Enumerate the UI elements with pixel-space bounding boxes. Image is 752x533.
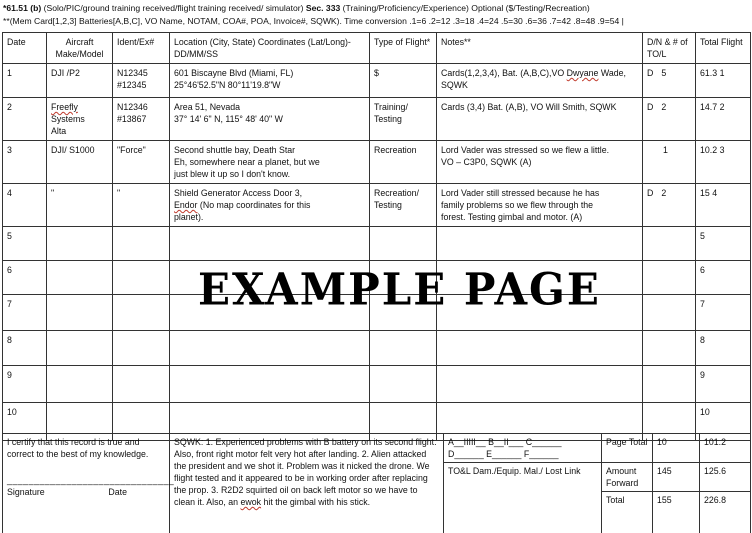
header-line1-rest: (Training/Proficiency/Experience) Optional ($/Testing/Recreation) bbox=[340, 3, 590, 13]
location-text: (No map coordinates for this planet). bbox=[174, 200, 311, 222]
cell-dn-tol[interactable] bbox=[643, 366, 696, 403]
aircraft-misspelled: Freefly bbox=[51, 102, 78, 112]
tol-value: 2 bbox=[661, 102, 667, 112]
col-date: Date bbox=[3, 33, 47, 64]
cell-total[interactable]: 9 bbox=[696, 366, 751, 403]
certify-text: I certify that this record is true and correct to the best of my knowledge. bbox=[7, 437, 149, 459]
flight-log-table bbox=[2, 32, 751, 441]
dn-value bbox=[647, 144, 655, 156]
cell-notes[interactable] bbox=[437, 64, 643, 98]
table-row[interactable] bbox=[3, 331, 751, 366]
cell-aircraft[interactable]: DJI /P2 bbox=[47, 64, 113, 98]
cell-location[interactable]: Second shuttle bay, Death Star Eh, somewhere near a planet, but we just blew it up so I don't know. bbox=[170, 141, 370, 184]
table-row[interactable] bbox=[3, 227, 751, 261]
col-ident: Ident/Ex# bbox=[113, 33, 170, 64]
cell-date[interactable]: 4 bbox=[3, 184, 47, 227]
cell-location[interactable] bbox=[170, 331, 370, 366]
table-row[interactable] bbox=[3, 366, 751, 403]
battery-line-1: A__IIIII__ B__II___ C______ bbox=[448, 437, 562, 447]
cell-total[interactable]: 8 bbox=[696, 331, 751, 366]
cell-ident[interactable] bbox=[113, 261, 170, 295]
cell-ident[interactable] bbox=[113, 366, 170, 403]
certification-block bbox=[3, 434, 175, 533]
dn-value: D bbox=[647, 102, 654, 112]
table-row[interactable] bbox=[3, 64, 751, 98]
cell-aircraft[interactable] bbox=[47, 98, 113, 141]
page-total-label: Page Total bbox=[602, 434, 653, 463]
cell-dn-tol[interactable] bbox=[643, 331, 696, 366]
dn-value: D bbox=[647, 188, 654, 198]
cell-total[interactable]: 6 bbox=[696, 261, 751, 295]
header-far-ref: *61.51 (b) bbox=[3, 3, 42, 13]
cell-aircraft[interactable]: DJI/ S1000 bbox=[47, 141, 113, 184]
cell-location[interactable] bbox=[170, 227, 370, 261]
col-aircraft: Aircraft Make/Model bbox=[47, 33, 113, 64]
cell-date[interactable]: 9 bbox=[3, 366, 47, 403]
footer-table bbox=[2, 433, 751, 533]
total-tol[interactable]: 155 bbox=[653, 492, 700, 533]
sqwk-misspelled: ewok bbox=[240, 497, 262, 507]
amount-forward-flight[interactable]: 125.6 bbox=[700, 463, 751, 492]
tol-value: 1 bbox=[663, 145, 668, 155]
col-dn-tol: D/N & # of TO/L bbox=[643, 33, 696, 64]
cell-notes[interactable] bbox=[437, 227, 643, 261]
header-line1-text: (Solo/PIC/ground training received/flight training received/ simulator) bbox=[41, 3, 306, 13]
cell-notes[interactable]: Lord Vader still stressed because he has family problems so we flew through the forest. Testing gimbal and motor. (A) bbox=[437, 184, 643, 227]
col-notes: Notes** bbox=[437, 33, 643, 64]
sqwk-notes[interactable] bbox=[170, 434, 444, 533]
location-text: Shield Generator Access Door 3, bbox=[174, 188, 303, 198]
cell-total[interactable]: 14.7 2 bbox=[696, 98, 751, 141]
cell-total[interactable]: 7 bbox=[696, 295, 751, 331]
date-label: Date bbox=[108, 487, 127, 497]
cell-dn-tol[interactable] bbox=[643, 184, 696, 227]
cell-date[interactable]: 8 bbox=[3, 331, 47, 366]
cell-type[interactable]: Training/ Testing bbox=[370, 98, 437, 141]
cell-ident[interactable]: "Force" bbox=[113, 141, 170, 184]
battery-line-2: D______ E______ F______ bbox=[448, 449, 559, 459]
header-sec-ref: Sec. 333 bbox=[305, 3, 341, 13]
cell-ident[interactable] bbox=[113, 295, 170, 331]
amount-forward-label: Amount Forward bbox=[602, 463, 653, 492]
cell-ident[interactable]: N12345 #12345 bbox=[113, 64, 170, 98]
cell-dn-tol[interactable] bbox=[643, 295, 696, 331]
watermark-example-page: EXAMPLE PAGE bbox=[198, 263, 601, 316]
page-total-flight[interactable]: 101.2 bbox=[700, 434, 751, 463]
col-total: Total Flight bbox=[696, 33, 751, 64]
col-type: Type of Flight* bbox=[370, 33, 437, 64]
cell-dn-tol[interactable] bbox=[643, 141, 696, 184]
cell-total[interactable]: 15 4 bbox=[696, 184, 751, 227]
table-row[interactable] bbox=[3, 141, 751, 184]
header-line-2: **(Mem Card[1,2,3] Batteries[A,B,C], VO Name, NOTAM, COA#, POA, Invoice#, SQWK). Time conversion .1=6 .2=12 .3=18 .4=24 .5=30 .6=36 .7=42 .8=48 .9=54 | bbox=[3, 16, 624, 26]
cell-date[interactable]: 2 bbox=[3, 98, 47, 141]
cell-date[interactable]: 10 bbox=[3, 403, 47, 441]
amount-forward-tol[interactable]: 145 bbox=[653, 463, 700, 492]
cell-type[interactable] bbox=[370, 366, 437, 403]
cell-total[interactable]: 10.2 3 bbox=[696, 141, 751, 184]
tol-value: 2 bbox=[661, 188, 667, 198]
cell-location[interactable]: Area 51, Nevada 37° 14' 6" N, 115° 48' 40" W bbox=[170, 98, 370, 141]
cell-total[interactable]: 10 bbox=[696, 403, 751, 441]
page-total-tol[interactable]: 10 bbox=[653, 434, 700, 463]
cell-location[interactable]: 601 Biscayne Blvd (Miami, FL) 25°46'52.5"N 80°11'19.8"W bbox=[170, 64, 370, 98]
cell-location[interactable] bbox=[170, 184, 370, 227]
cell-ident[interactable] bbox=[113, 331, 170, 366]
cell-aircraft[interactable]: " bbox=[47, 184, 113, 227]
signature-line[interactable]: _______________________________ bbox=[7, 475, 175, 485]
cell-location[interactable] bbox=[170, 366, 370, 403]
sqwk-text: SQWK: 1. Experienced problems with B battery on its second flight. Also, front right motor felt very hot after landing. 2. Alien attacked the president and we shot it. Problem was it nicked the drone. We flight tested and it appeared to be in working order after replacing the prop. 3. R2D2 squirted oil on back left motor so we have to clean it. Also, an bbox=[174, 437, 437, 507]
cell-notes[interactable] bbox=[437, 366, 643, 403]
sqwk-text: hit the gimbal with his stick. bbox=[261, 497, 371, 507]
cell-notes[interactable]: Cards (3,4) Bat. (A,B), VO Will Smith, SQWK bbox=[437, 98, 643, 141]
cell-date[interactable]: 5 bbox=[3, 227, 47, 261]
cell-total[interactable]: 61.3 1 bbox=[696, 64, 751, 98]
cell-date[interactable]: 6 bbox=[3, 261, 47, 295]
cell-notes[interactable] bbox=[437, 331, 643, 366]
tol-damage-label: TO&L Dam./Equip. Mal./ Lost Link bbox=[444, 463, 602, 533]
header-row bbox=[3, 33, 751, 64]
cell-date[interactable]: 1 bbox=[3, 64, 47, 98]
tol-value: 5 bbox=[661, 68, 667, 78]
dn-value: D bbox=[647, 68, 654, 78]
cell-date[interactable]: 3 bbox=[3, 141, 47, 184]
cell-date[interactable]: 7 bbox=[3, 295, 47, 331]
cell-type[interactable]: Recreation bbox=[370, 141, 437, 184]
table-row[interactable] bbox=[3, 184, 751, 227]
cell-type[interactable] bbox=[370, 331, 437, 366]
cell-aircraft[interactable] bbox=[47, 227, 113, 261]
header-line-1 bbox=[3, 3, 749, 13]
total-flight[interactable]: 226.8 bbox=[700, 492, 751, 533]
cell-aircraft[interactable] bbox=[47, 331, 113, 366]
location-misspelled: Endor bbox=[174, 200, 198, 210]
notes-text: Cards(1,2,3,4), Bat. (A,B,C),VO bbox=[441, 68, 567, 78]
aircraft-text: Systems Alta bbox=[51, 114, 85, 136]
cell-dn-tol[interactable] bbox=[643, 64, 696, 98]
cell-aircraft[interactable] bbox=[47, 366, 113, 403]
cell-aircraft[interactable] bbox=[47, 295, 113, 331]
cell-type[interactable] bbox=[370, 227, 437, 261]
table-row[interactable] bbox=[3, 98, 751, 141]
cell-ident[interactable]: " bbox=[113, 184, 170, 227]
notes-text: Wade, SQWK bbox=[441, 68, 626, 90]
cell-type[interactable]: Recreation/ Testing bbox=[370, 184, 437, 227]
cell-dn-tol[interactable] bbox=[643, 227, 696, 261]
signature-label: Signature bbox=[7, 487, 45, 497]
notes-misspelled: Dwyane bbox=[566, 68, 599, 78]
cell-dn-tol[interactable] bbox=[643, 261, 696, 295]
col-location: Location (City, State) Coordinates (Lat/Long)- DD/MM/SS bbox=[170, 33, 370, 64]
cell-type[interactable]: $ bbox=[370, 64, 437, 98]
total-label: Total bbox=[602, 492, 653, 533]
cell-aircraft[interactable] bbox=[47, 261, 113, 295]
battery-tally[interactable] bbox=[444, 434, 602, 463]
cell-dn-tol[interactable] bbox=[643, 98, 696, 141]
cell-ident[interactable]: N12346 #13867 bbox=[113, 98, 170, 141]
cell-ident[interactable] bbox=[113, 227, 170, 261]
cell-notes[interactable]: Lord Vader was stressed so we flew a little. VO – C3P0, SQWK (A) bbox=[437, 141, 643, 184]
cell-total[interactable]: 5 bbox=[696, 227, 751, 261]
